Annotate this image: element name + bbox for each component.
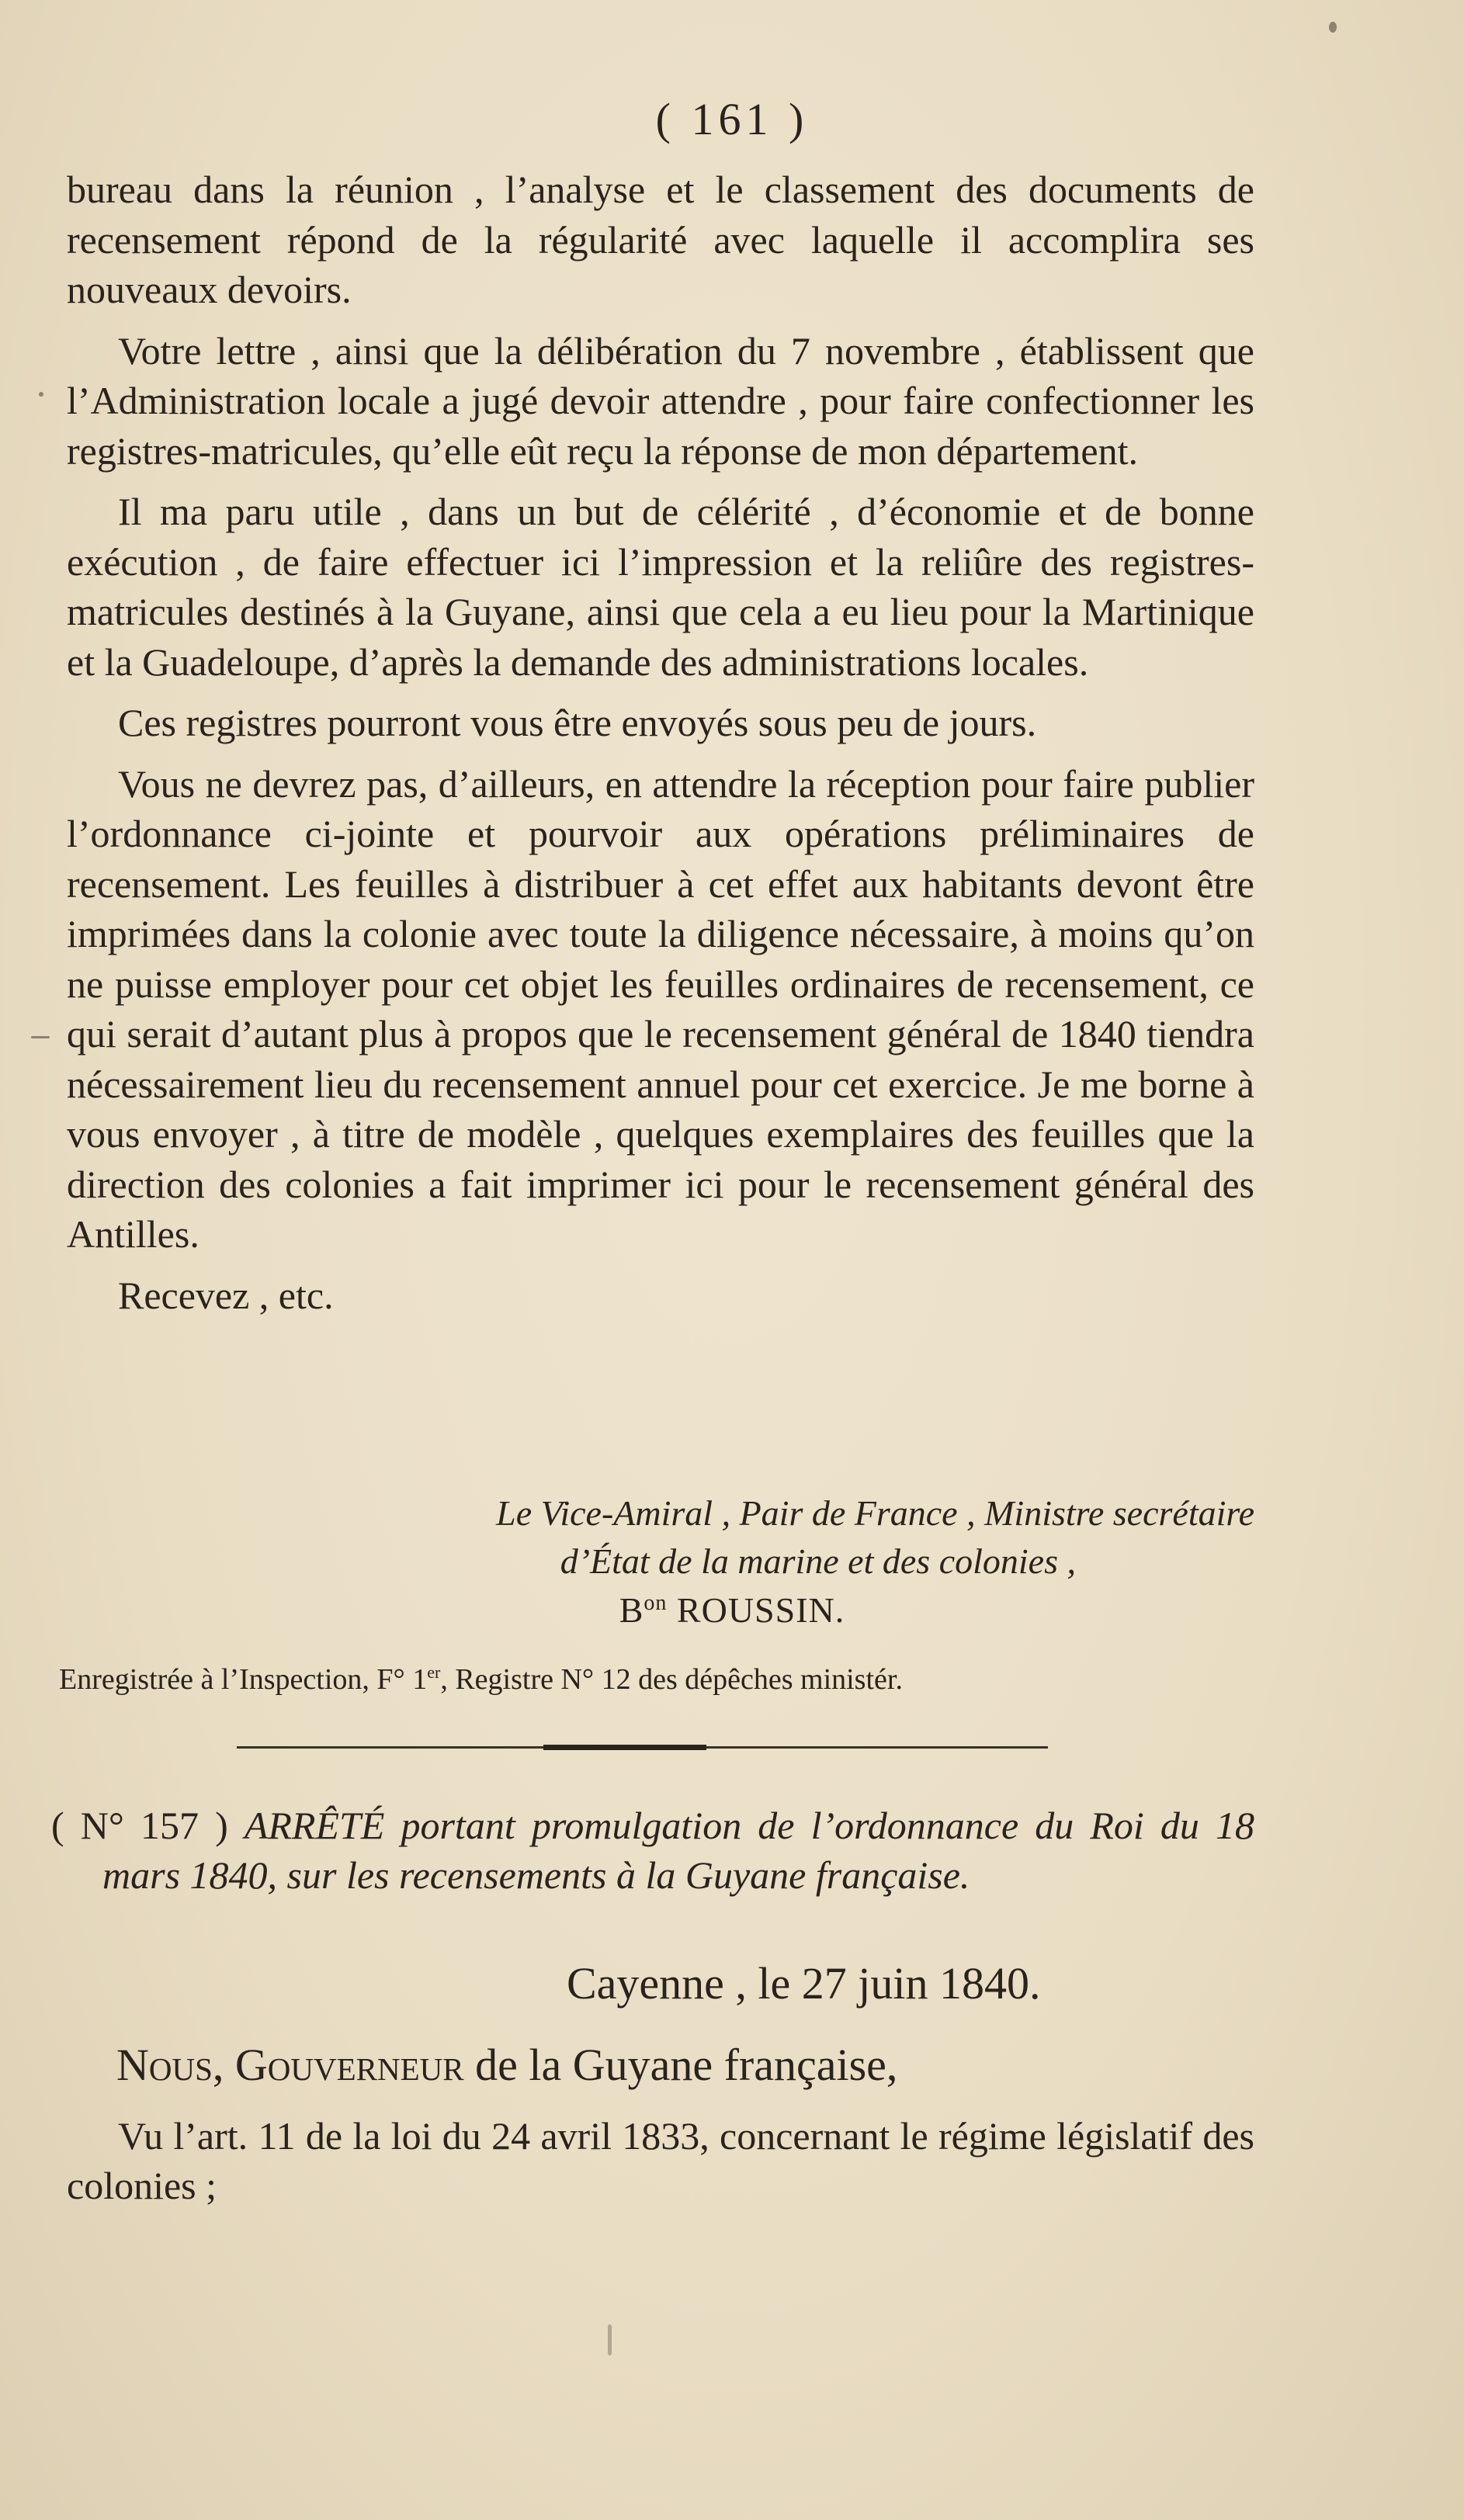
paragraph-5: Vous ne devrez pas, d’ailleurs, en attendre la réception pour faire publier l’ordonnance ci-jointe et pourvoir aux opérations préliminaires de recensement. Les feuilles à distribuer à cet effet aux habitants devont être imprimées dans la colonie avec toute la diligence nécessaire, à moins qu’on ne puisse employer pour cet objet les feuilles ordinaires de recensement, ce qui serait d’autant plus à propos que le recensement général de 1840 tiendra nécessairement lieu du recensement annuel pour cet exercice. Je me borne à vous envoyer , à titre de modèle , quelques exemplaires des feuilles que la direction des colonies a fait imprimer ici pour le recensement général des Antilles. (67, 761, 1254, 1256)
gouverneur-word: Gouverneur (234, 2040, 464, 2090)
registration-note (59, 1653, 1247, 1699)
paragraph-4: Ces registres pourront vous être envoyés sous peu de jours. (118, 701, 1037, 744)
paragraph-2: Votre lettre , ainsi que la délibération du 7 novembre , établissent que l’Administration locale a jugé devoir attendre , pour faire confectionner les registres-matricules, qu’elle eût reçu la réponse de mon département. (67, 328, 1254, 473)
registration-part-1: Enregistrée à l’Inspection, F° 1 (59, 1663, 428, 1696)
vu-paragraph (67, 2111, 1254, 2210)
paper-speck (608, 2324, 612, 2355)
registration-sup: er (427, 1662, 441, 1682)
nous-line: Nous, Gouverneur de la Guyane française, (116, 2040, 898, 2090)
arrete-title: ARRÊTÉ portant promulgation de l’ordonnance du Roi du 18 mars 1840, sur les recensements à la Guyane française. (102, 1804, 1254, 1897)
signature-name-sup: on (644, 1591, 668, 1615)
paper-speck (39, 392, 43, 397)
arrete-heading (51, 1801, 1254, 1900)
paragraph-3: Il ma paru utile , dans un but de célérité , d’économie et de bonne exécution , de faire effectuer ici l’impression et la reliûre des registres-matricules destinés à la Guyane, ainsi que cela a eu lieu pour la Martinique et la Guadeloupe, d’après la demande des administrations locales. (67, 490, 1254, 684)
signature-name-text: ROUSSIN. (667, 1590, 845, 1630)
signature-title-line-1: Le Vice-Amiral , Pair de France , Ministre secrétaire (496, 1493, 1254, 1533)
page-number: ( 161 ) (655, 94, 809, 144)
nous-rest: de la Guyane française, (463, 2040, 898, 2090)
date-line: Cayenne , le 27 juin 1840. (567, 1958, 1041, 2009)
paper-speck (31, 1036, 50, 1038)
paragraph-1: bureau dans la réunion , l’analyse et le classement des documents de recensement répond de la régularité avec laquelle il accomplira ses nouveaux devoirs. (67, 168, 1254, 311)
paragraph-closing: Recevez , etc. (118, 1273, 334, 1317)
nous-word: Nous (116, 2040, 213, 2090)
letter-body (67, 165, 1254, 1331)
signature-name (0, 1589, 1464, 1631)
registration-part-2: , Registre N° 12 des dépêches ministér. (440, 1663, 903, 1696)
signature-title-line-2: d’État de la marine et des colonies , (560, 1541, 1076, 1581)
paper-speck (1329, 22, 1337, 33)
vu-text: Vu l’art. 11 de la loi du 24 avril 1833, concernant le régime législatif des colonies ; (67, 2114, 1254, 2207)
signature-name-prefix: B (619, 1590, 644, 1630)
section-divider-center (543, 1745, 706, 1750)
arrete-number: ( N° 157 ) (51, 1804, 228, 1847)
